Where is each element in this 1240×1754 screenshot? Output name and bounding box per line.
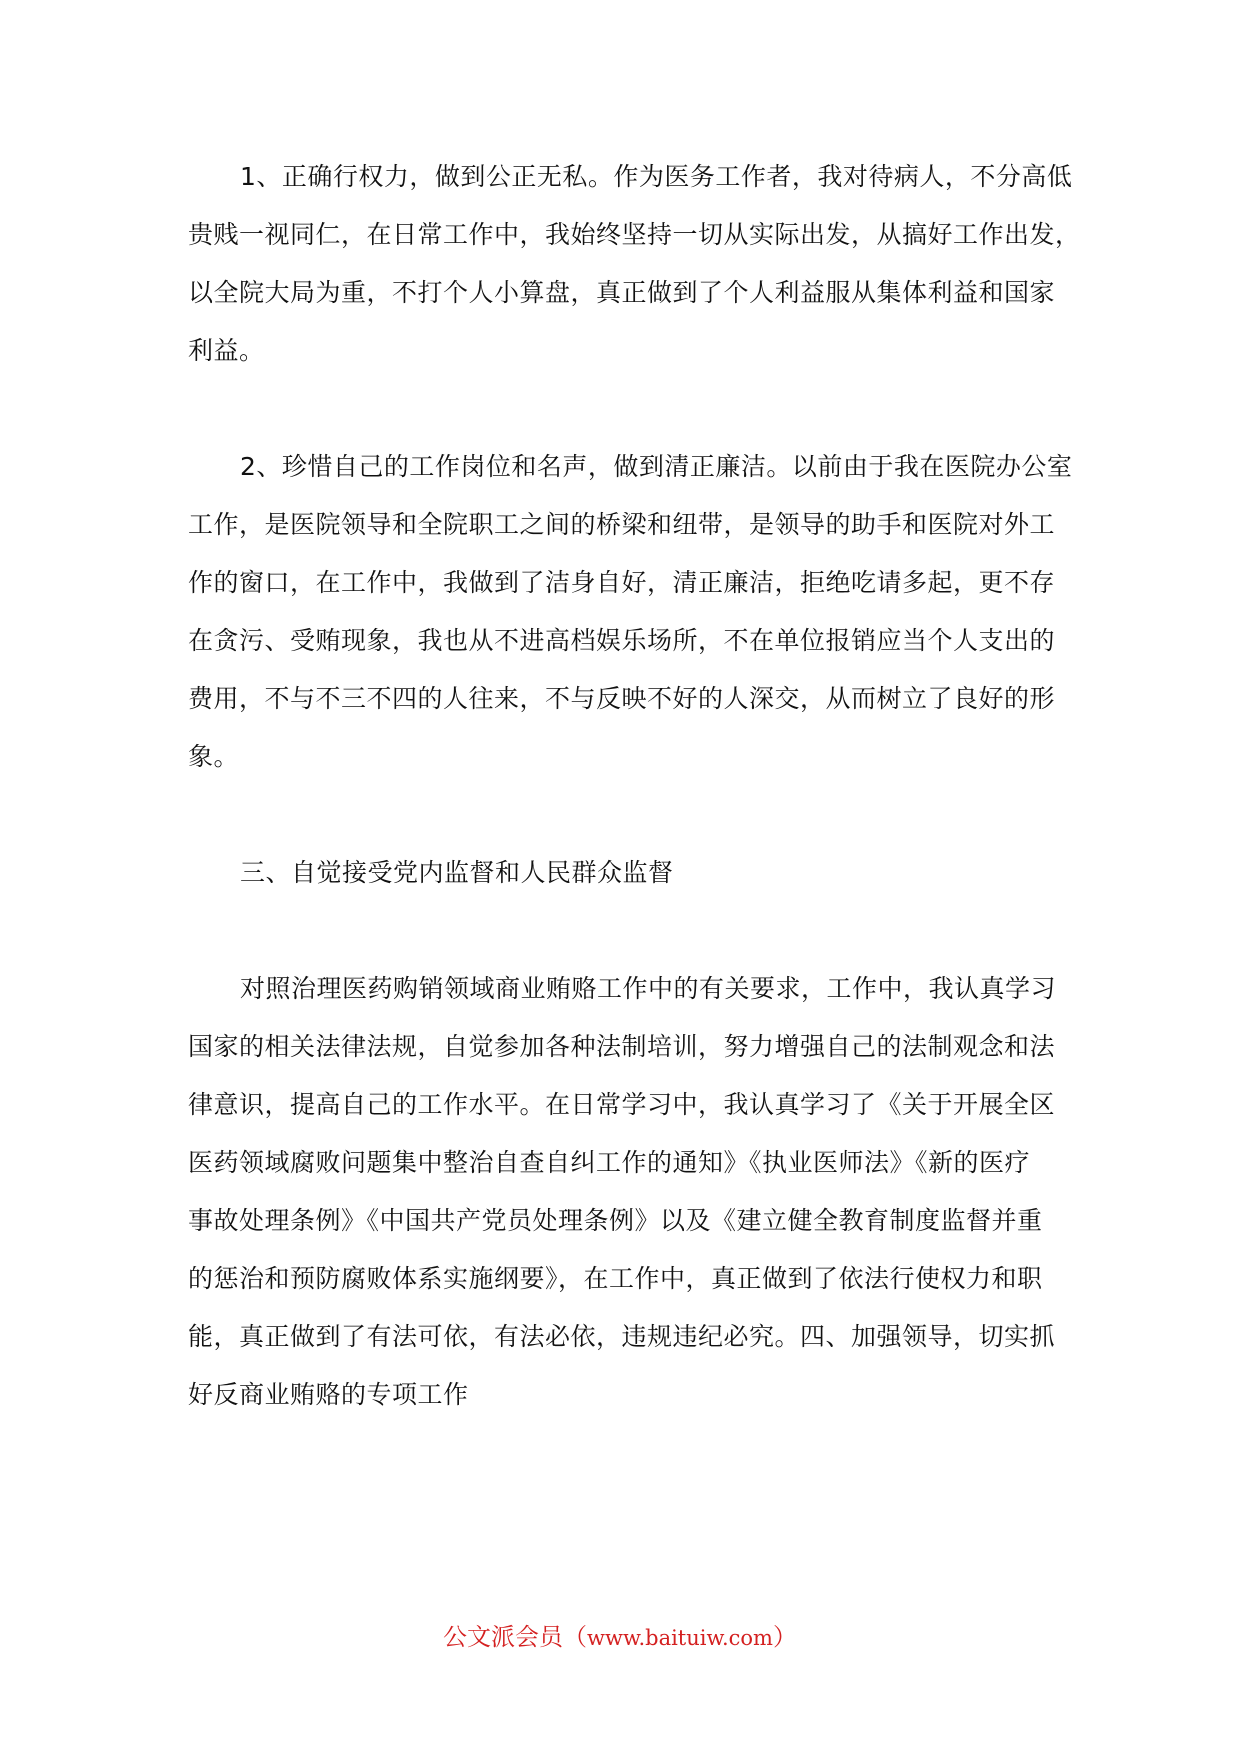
- paragraph-2-line-2: 工作，是医院领导和全院职工之间的桥梁和纽带，是领导的助手和医院对外工: [188, 510, 1056, 539]
- paragraph-3-line-2: 国家的相关法律法规，自觉参加各种法制培训，努力增强自己的法制观念和法: [188, 1032, 1056, 1061]
- footer-close: ）: [772, 1623, 797, 1651]
- paragraph-2-line-4: 在贪污、受贿现象，我也从不进高档娱乐场所，不在单位报销应当个人支出的: [188, 626, 1056, 655]
- section-heading: 三、自觉接受党内监督和人民群众监督: [240, 858, 674, 887]
- paragraph-3-line-6: 的惩治和预防腐败体系实施纲要》，在工作中，真正做到了依法行使权力和职: [188, 1264, 1043, 1293]
- paragraph-3-line-7: 能，真正做到了有法可依，有法必依，违规违纪必究。四、加强领导，切实抓: [188, 1322, 1056, 1351]
- footer-label: 公文派会员（: [443, 1623, 588, 1651]
- footer-watermark: [0, 1620, 1240, 1655]
- paragraph-3-line-4: 医药领域腐败问题集中整治自查自纠工作的通知》《执业医师法》《新的医疗: [188, 1148, 1031, 1177]
- paragraph-3-line-5: 事故处理条例》《中国共产党员处理条例》以及《建立健全教育制度监督并重: [188, 1206, 1043, 1235]
- paragraph-1-line-2: 贵贱一视同仁，在日常工作中，我始终坚持一切从实际出发，从搞好工作出发，: [188, 220, 1081, 249]
- paragraph-1-line-4: 利益。: [188, 336, 265, 365]
- paragraph-3-line-1: 对照治理医药购销领域商业贿赂工作中的有关要求，工作中，我认真学习: [240, 974, 1057, 1003]
- paragraph-2-line-1: 2、珍惜自己的工作岗位和名声，做到清正廉洁。以前由于我在医院办公室: [240, 452, 1073, 481]
- paragraph-3-line-3: 律意识，提高自己的工作水平。在日常学习中，我认真学习了《关于开展全区: [188, 1090, 1056, 1119]
- paragraph-1-line-1: 1、正确行权力，做到公正无私。作为医务工作者，我对待病人，不分高低: [240, 162, 1073, 191]
- paragraph-2-line-5: 费用，不与不三不四的人往来，不与反映不好的人深交，从而树立了良好的形: [188, 684, 1056, 713]
- paragraph-1-line-3: 以全院大局为重，不打个人小算盘，真正做到了个人利益服从集体利益和国家: [188, 278, 1056, 307]
- paragraph-3-line-8: 好反商业贿赂的专项工作: [188, 1380, 469, 1409]
- paragraph-2-line-6: 象。: [188, 742, 240, 771]
- footer-url-link[interactable]: www.baituiw.com: [587, 1626, 773, 1650]
- paragraph-2-line-3: 作的窗口，在工作中，我做到了洁身自好，清正廉洁，拒绝吃请多起，更不存: [188, 568, 1056, 597]
